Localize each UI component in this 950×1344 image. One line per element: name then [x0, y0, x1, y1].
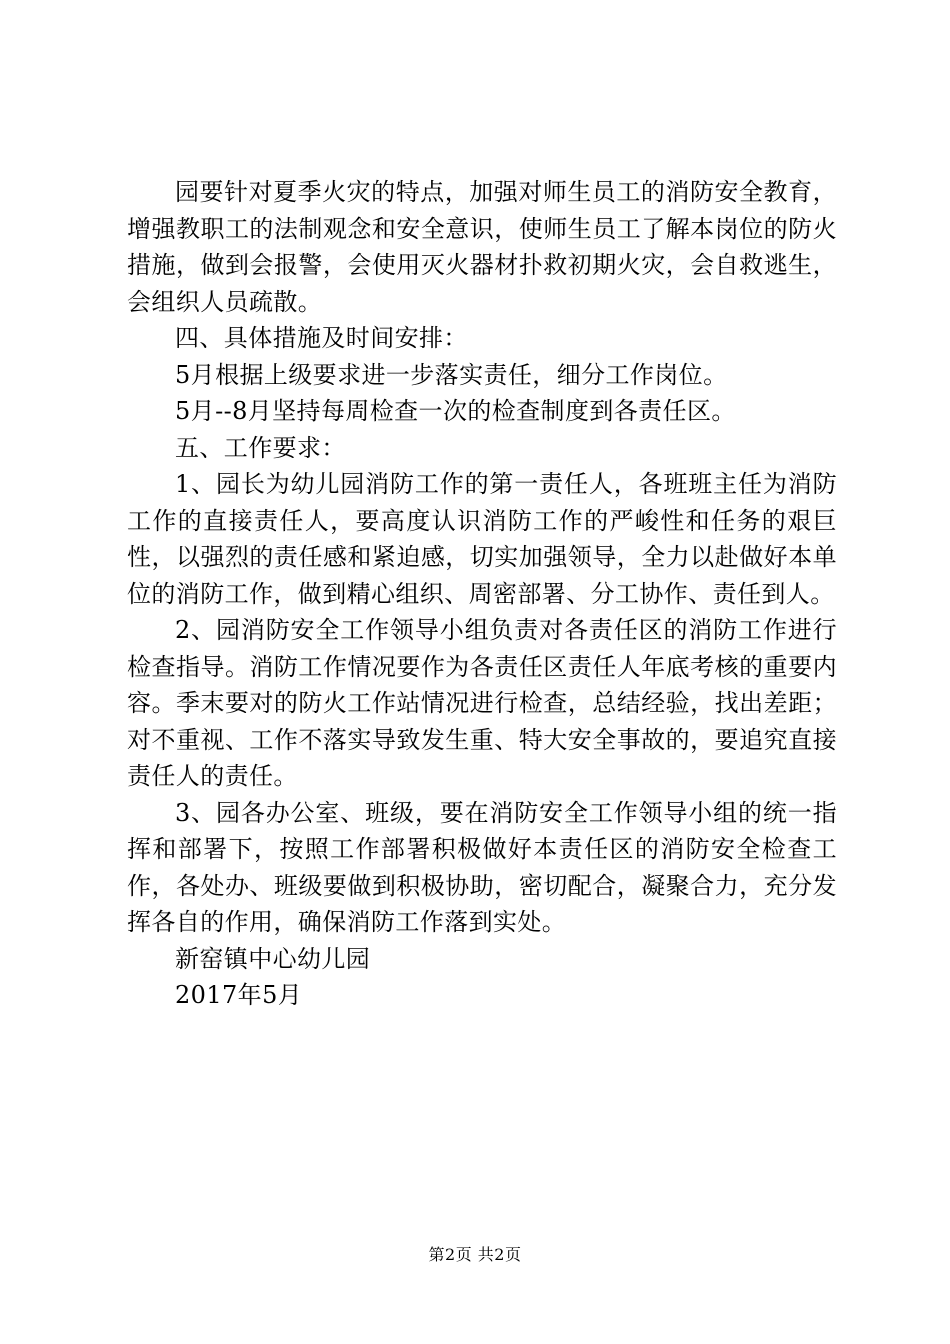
signature-date: 2017年5月 [175, 981, 303, 1009]
signature-organization: 新窑镇中心幼儿园 [175, 944, 371, 973]
paragraph-may-august-plan: 5月--8月坚持每周检查一次的检查制度到各责任区。 [175, 397, 736, 425]
requirement-item-3: 3、园各办公室、班级，要在消防安全工作领导小组的统一指挥和部署下，按照工作部署积极做好本责任区的消防安全检查工作，各处办、班级要做到积极协助，密切配合，凝聚合力，充分发挥各自的作用，确保消防工作落到实处。 [127, 798, 837, 936]
requirement-item-1: 1、园长为幼儿园消防工作的第一责任人，各班班主任为消防工作的直接责任人，要高度认识消防工作的严峻性和任务的艰巨性，以强烈的责任感和紧迫感，切实加强领导，全力以赴做好本单位的消防工作，做到精心组织、周密部署、分工协作、责任到人。 [127, 470, 837, 608]
requirement-item-2: 2、园消防安全工作领导小组负责对各责任区的消防工作进行检查指导。消防工作情况要作为各责任区责任人年底考核的重要内容。季末要对的防火工作站情况进行检查，总结经验，找出差距；对不重视、工作不落实导致发生重、特大安全事故的，要追究直接责任人的责任。 [127, 616, 837, 790]
paragraph-fire-education: 园要针对夏季火灾的特点，加强对师生员工的消防安全教育，增强教职工的法制观念和安全意识，使师生员工了解本岗位的防火措施，做到会报警，会使用灭火器材扑救初期火灾，会自救逃生，会组织人员疏散。 [127, 178, 837, 316]
paragraph-may-plan: 5月根据上级要求进一步落实责任，细分工作岗位。 [175, 360, 728, 389]
heading-measures-schedule: 四、具体措施及时间安排： [175, 324, 468, 352]
document-body [127, 174, 837, 1014]
heading-work-requirements: 五、工作要求： [175, 433, 346, 462]
page-number-footer: 第2页 共2页 [428, 1245, 522, 1264]
